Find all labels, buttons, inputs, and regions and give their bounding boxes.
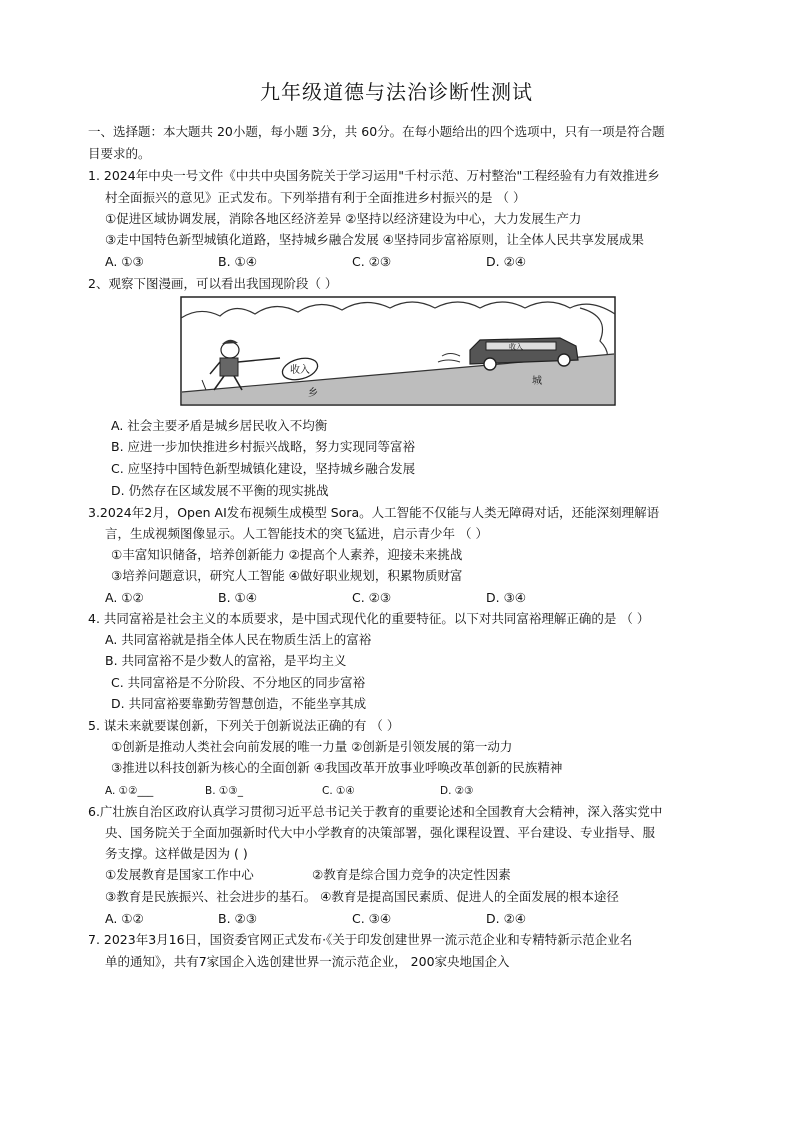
q3-option-d: D. ③④ [486,590,526,605]
page-title: 九年级道德与法治诊断性测试 [260,80,533,104]
q4-stem: 4. 共同富裕是社会主义的本质要求，是中国式现代化的重要特征。以下对共同富裕理解正确的是 （ ） [88,611,650,626]
section-instructions-cont: 目要求的。 [88,146,151,161]
q6-statement-2: ②教育是综合国力竞争的决定性因素 [312,867,511,882]
q5-statements-1: ①创新是推动人类社会向前发展的唯一力量 ②创新是引领发展的第一动力 [111,739,513,754]
q4-option-d: D. 共同富裕要靠勤劳智慧创造，不能坐享其成 [111,696,367,711]
q5-option-d: D. ②③ [440,785,474,797]
q6-statement-1: ①发展教育是国家工作中心 [105,867,254,882]
q1-stem-cont: 村全面振兴的意见》正式发布。下列举措有利于全面推进乡村振兴的是 （ ） [105,190,526,205]
q1-option-c: C. ②③ [352,254,392,269]
q5-option-a: A. ①②___ [105,785,154,797]
q2-option-b: B. 应进一步加快推进乡村振兴战略，努力实现同等富裕 [111,439,416,454]
q1-option-b: B. ①④ [218,254,257,269]
q1-option-d: D. ②④ [486,254,526,269]
q7-stem-cont: 单的通知》，共有7家国企入选创建世界一流示范企业， 200家央地国企入 [105,954,510,969]
q4-option-a: A. 共同富裕就是指全体人民在物质生活上的富裕 [105,632,372,647]
q6-statements-2: ③教育是民族振兴、社会进步的基石。 ④教育是提高国民素质、促进人的全面发展的根本途径 [105,889,619,904]
q5-statements-2: ③推进以科技创新为核心的全面创新 ④我国改革开放事业呼唤改革创新的民族精神 [111,760,563,775]
cartoon-image [180,296,616,406]
q4-option-b: B. 共同富裕不是少数人的富裕，是平均主义 [105,653,347,668]
q6-option-b: B. ②③ [218,911,257,926]
q3-option-b: B. ①④ [218,590,257,605]
q6-stem-cont-2: 务支撑。这样做是因为 ( ) [105,846,248,861]
cartoon-sign-text: 收入 [290,365,310,376]
q2-stem: 2、观察下图漫画，可以看出我国现阶段（ ） [88,276,338,291]
q3-stem-cont: 言，生成视频图像显示。人工智能技术的突飞猛进，启示青少年 （ ） [105,526,488,541]
q3-option-c: C. ②③ [352,590,392,605]
q3-option-a: A. ①② [105,590,144,605]
q6-stem-cont: 央、国务院关于全面加强新时代大中小学教育的决策部署，强化课程设置、平台建设、专业指导、服 [105,825,656,840]
q1-stem: 1. 2024年中央一号文件《中共中央国务院关于学习运用"千村示范、万村整治"工程经验有力有效推进乡 [88,168,660,183]
q2-option-c: C. 应坚持中国特色新型城镇化建设，坚持城乡融合发展 [111,461,416,476]
q2-option-d: D. 仍然存在区域发展不平衡的现实挑战 [111,483,329,498]
q3-statements-1: ①丰富知识储备，培养创新能力 ②提高个人素养，迎接未来挑战 [111,547,463,562]
q6-option-a: A. ①② [105,911,144,926]
q6-option-d: D. ②④ [486,911,526,926]
q1-statements-2: ③走中国特色新型城镇化道路，坚持城乡融合发展 ④坚持同步富裕原则，让全体人民共享发展成果 [105,232,644,247]
section-instructions: 一、选择题：本大题共 20小题，每小题 3分，共 60分。在每小题给出的四个选项中，只有一项是符合题 [88,124,665,139]
q1-statements-1: ①促进区域协调发展，消除各地区经济差异 ②坚持以经济建设为中心，大力发展生产力 [105,211,582,226]
q3-stem: 3.2024年2月，Open AI发布视频生成模型 Sora。人工智能不仅能与人类无障碍对话，还能深刻理解语 [88,505,660,520]
q5-stem: 5. 谋未来就要谋创新，下列关于创新说法正确的有 （ ） [88,718,400,733]
q7-stem: 7. 2023年3月16日，国资委官网正式发布·《关于印发创建世界一流示范企业和专精特新示范企业名 [88,932,633,947]
q5-option-c: C. ①④ [322,785,355,797]
car-label: 收入 [509,343,523,351]
q2-option-a: A. 社会主要矛盾是城乡居民收入不均衡 [111,418,328,433]
q6-stem: 6.广壮族自治区政府认真学习贯彻习近平总书记关于教育的重要论述和全国教育大会精神，深入落实党中 [88,804,663,819]
rural-label: 乡 [308,388,318,399]
q5-option-b: B. ①③_ [205,785,243,797]
q4-option-c: C. 共同富裕是不分阶段、不分地区的同步富裕 [111,675,366,690]
q3-statements-2: ③培养问题意识，研究人工智能 ④做好职业规划，积累物质财富 [111,568,463,583]
q1-option-a: A. ①③ [105,254,144,269]
q6-option-c: C. ③④ [352,911,392,926]
urban-label: 城 [532,376,542,387]
